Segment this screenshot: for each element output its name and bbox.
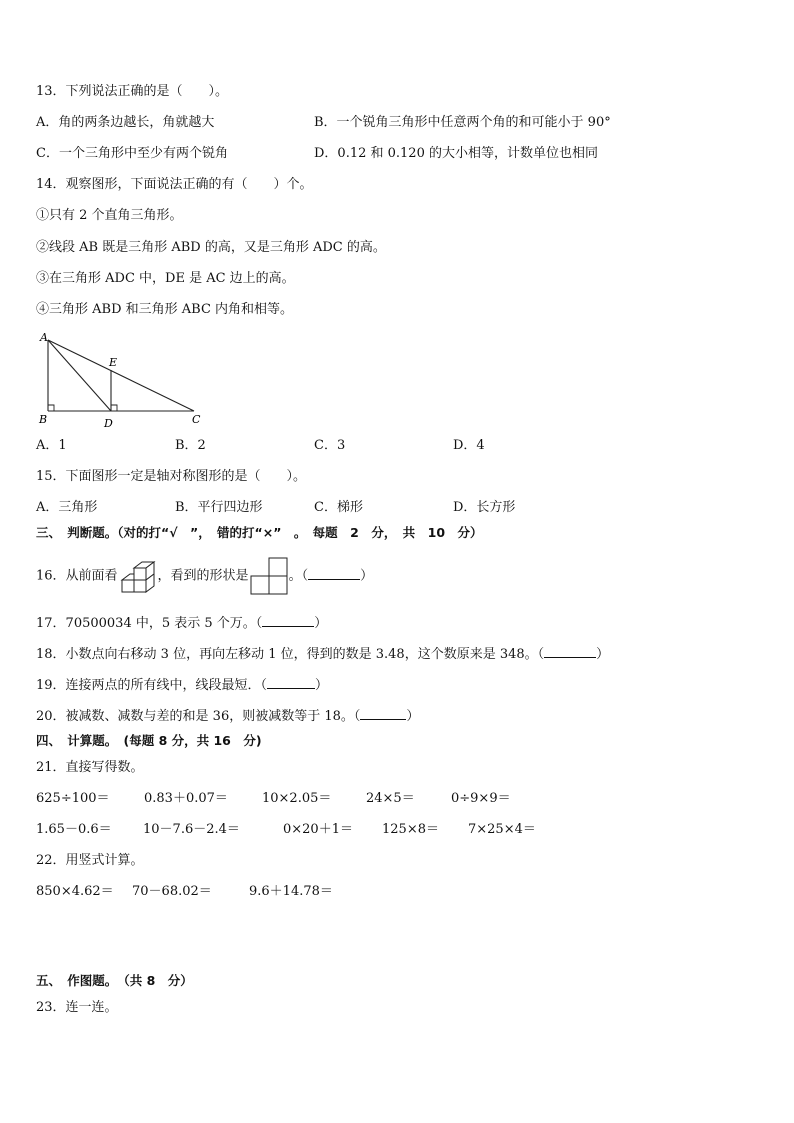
q22-item: 850×4.62＝ (36, 884, 114, 899)
q21-item: 0÷9×9＝ (451, 791, 511, 806)
q18-end: ） (596, 647, 610, 662)
q22-stem: 22．用竖式计算。 (36, 853, 144, 868)
q21-item: 125×8＝ (382, 822, 439, 837)
q19-line (36, 676, 328, 695)
q21-item: 625÷100＝ (36, 791, 110, 806)
q16-part3: 。（ (288, 568, 309, 584)
q20-text: 20．被减数、减数与差的和是 36，则被减数等于 18。（ (36, 709, 361, 724)
front-view-figure (249, 556, 289, 596)
q14-stem: 14．观察图形，下面说法正确的有（ ）个。 (36, 177, 313, 192)
q14-statement-3: ③在三角形 ADC 中，DE 是 AC 边上的高。 (36, 271, 295, 286)
q21-item: 24×5＝ (366, 791, 415, 806)
q21-item: 1.65－0.6＝ (36, 822, 112, 837)
q13-option-b: B．一个锐角三角形中任意两个角的和可能小于 90° (314, 115, 611, 130)
section-5-heading: 五、 作图题。 （共 8 分） (36, 973, 193, 988)
q14-option-c: C．3 (314, 438, 346, 453)
q17-line (36, 614, 327, 633)
section-4-heading: 四、 计算题。 (每题 8 分，共 16 分) (36, 733, 262, 748)
vertex-label-e: E (109, 356, 118, 369)
q15-stem: 15．下面图形一定是轴对称图形的是（ ）。 (36, 469, 307, 484)
q16-answer-blank[interactable] (308, 567, 360, 580)
q16-part2: ，看到的形状是 (157, 568, 249, 584)
section-3-heading: 三、 判断题。（对的打“√ ”， 错的打“×” 。 每题 2 分， 共 10 分） (36, 525, 483, 540)
q23-stem: 23．连一连。 (36, 1000, 118, 1015)
cube-stack-figure (118, 558, 158, 594)
segment-ac (48, 340, 194, 411)
q19-end: ） (315, 678, 329, 693)
q20-end: ） (406, 709, 420, 724)
q20-answer-blank[interactable] (360, 707, 406, 720)
q13-stem: 13．下列说法正确的是（ ）。 (36, 84, 229, 99)
q21-item: 10×2.05＝ (262, 791, 332, 806)
segment-ad (48, 340, 111, 411)
q20-line (36, 707, 419, 726)
q21-item: 0.83＋0.07＝ (144, 791, 228, 806)
q17-answer-blank[interactable] (262, 614, 314, 627)
q22-item: 9.6＋14.78＝ (249, 884, 333, 899)
q19-text: 19．连接两点的所有线中，线段最短．（ (36, 678, 268, 693)
vertex-label-b: B (39, 413, 48, 426)
q14-option-a: A．1 (36, 438, 67, 453)
q14-option-d: D．4 (453, 438, 485, 453)
q16-line (36, 556, 373, 596)
q17-end: ） (314, 616, 328, 631)
q19-answer-blank[interactable] (267, 676, 315, 689)
vertex-label-d: D (104, 417, 113, 430)
q14-triangle-figure (34, 330, 214, 430)
q18-text: 18．小数点向右移动 3 位，再向左移动 1 位，得到的数是 3.48，这个数原来是 348。（ (36, 647, 545, 662)
q22-item: 70－68.02＝ (132, 884, 212, 899)
q13-option-c: C．一个三角形中至少有两个锐角 (36, 146, 228, 161)
vertex-label-c: C (192, 413, 201, 426)
q21-item: 0×20＋1＝ (283, 822, 353, 837)
q13-option-d: D．0.12 和 0.120 的大小相等，计数单位也相同 (314, 146, 598, 161)
q18-answer-blank[interactable] (544, 645, 596, 658)
q14-statement-2: ②线段 AB 既是三角形 ABD 的高，又是三角形 ADC 的高。 (36, 240, 386, 255)
q16-part4: ） (360, 568, 374, 584)
q16-part1: 16．从前面看 (36, 568, 118, 584)
q14-statement-1: ①只有 2 个直角三角形。 (36, 208, 183, 223)
q14-statement-4: ④三角形 ABD 和三角形 ABC 内角和相等。 (36, 302, 294, 317)
q15-option-c: C．梯形 (314, 500, 363, 515)
q21-item: 7×25×4＝ (468, 822, 536, 837)
q21-stem: 21．直接写得数。 (36, 760, 144, 775)
q17-text: 17．70500034 中，5 表示 5 个万。（ (36, 616, 263, 631)
right-angle-mark-d (111, 405, 117, 411)
vertex-label-a: A (40, 331, 48, 344)
q15-option-b: B．平行四边形 (175, 500, 263, 515)
q15-option-d: D．长方形 (453, 500, 516, 515)
q14-option-b: B．2 (175, 438, 206, 453)
q21-item: 10－7.6－2.4＝ (143, 822, 240, 837)
q13-option-a: A．角的两条边越长，角就越大 (36, 115, 215, 130)
right-angle-mark-b (48, 405, 54, 411)
q15-option-a: A．三角形 (36, 500, 98, 515)
q18-line (36, 645, 609, 664)
